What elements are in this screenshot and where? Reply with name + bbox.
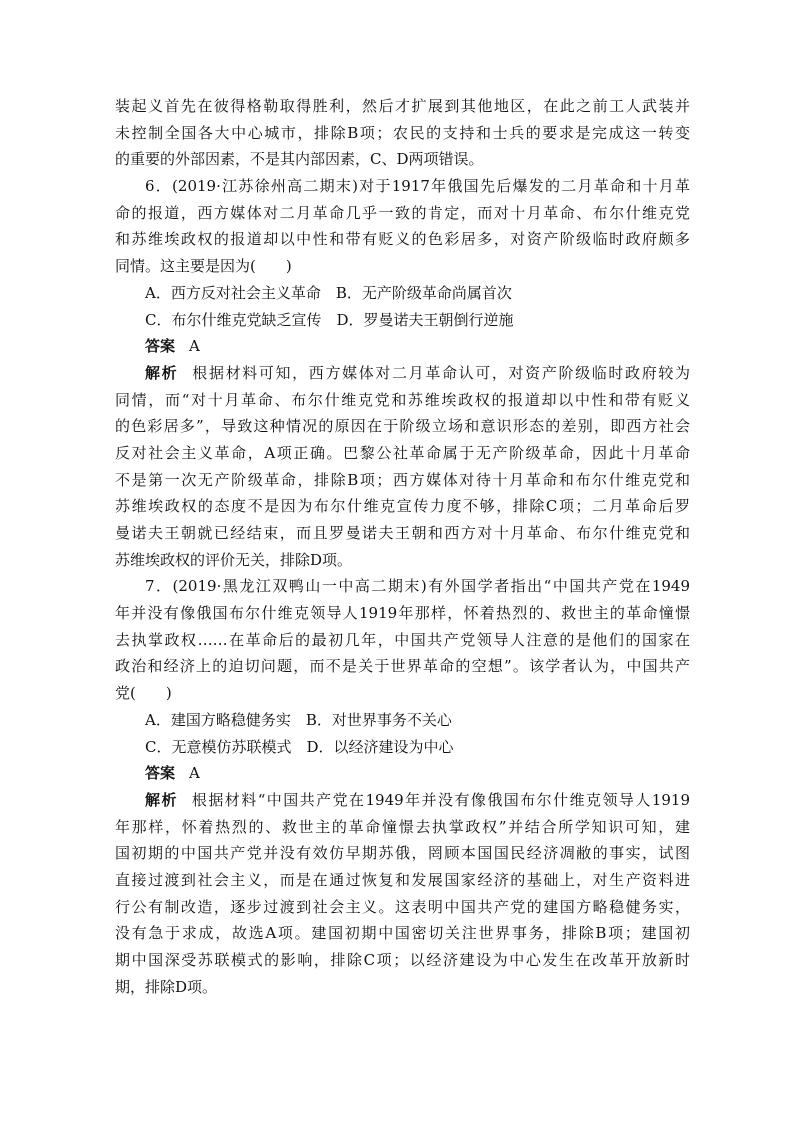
q7-analysis-line: 没有急于求成，故选A项。建国初期中国密切关注世界事务，排除B项；建国初 bbox=[115, 924, 690, 943]
prev-analysis-line: 的重要的外部因素，不是其内部因素，C、D两项错误。 bbox=[115, 150, 484, 169]
q7-option-line: A．建国方略稳健务实 B．对世界事务不关心 bbox=[145, 710, 452, 729]
q7-stem-line: 政治和经济上的迫切问题，而不是关于世界革命的空想”。该学者认为，中国共产 bbox=[115, 657, 690, 676]
q6-analysis-line: 反对社会主义革命，A项正确。巴黎公社革命属于无产阶级革命，因此十月革命 bbox=[115, 443, 690, 462]
answer-value: A bbox=[189, 337, 200, 356]
answer-label: 答案 bbox=[145, 764, 176, 783]
q6-analysis-line: 的色彩居多”，导致这种情况的原因在于阶级立场和意识形态的差别，即西方社会 bbox=[115, 417, 690, 436]
q6-analysis-line: 苏维埃政权的态度不是因为布尔什维克宣传力度不够，排除C项；二月革命后罗 bbox=[115, 497, 690, 516]
q6-analysis-line: 同情，而“对十月革命、布尔什维克党和苏维埃政权的报道却以中性和带有贬义 bbox=[115, 390, 690, 409]
q7-stem-line: 党( ) bbox=[115, 684, 172, 703]
answer-value: A bbox=[189, 764, 200, 783]
q7-analysis-line: 直接过渡到社会主义，而是在通过恢复和发展国家经济的基础上，对生产资料进 bbox=[115, 870, 690, 889]
q6-analysis-line: 苏维埃政权的评价无关，排除D项。 bbox=[115, 550, 353, 569]
q6-option-line: A．西方反对社会主义革命 B．无产阶级革命尚属首次 bbox=[145, 283, 512, 302]
q6-analysis-line bbox=[115, 360, 690, 387]
q6-stem-line: 同情。这主要是因为( ) bbox=[115, 257, 292, 276]
q6-analysis-line: 曼诺夫王朝就已经结束，而且罗曼诺夫王朝和西方对十月革命、布尔什维克党和 bbox=[115, 524, 690, 542]
q6-analysis-line: 不是第一次无产阶级革命，排除B项；西方媒体对待十月革命和布尔什维克党和 bbox=[115, 470, 690, 489]
q6-stem-line: 6．(2019·江苏徐州高二期末)对于1917年俄国先后爆发的二月革命和十月革 bbox=[145, 177, 690, 196]
q7-analysis-line: 期，排除D项。 bbox=[115, 977, 218, 996]
answer-label: 答案 bbox=[145, 337, 176, 356]
q7-analysis-line: 期中国深受苏联模式的影响，排除C项；以经济建设为中心发生在改革开放新时 bbox=[115, 951, 690, 969]
analysis-text: 根据材料可知，西方媒体对二月革命认可，对资产阶级临时政府较为 bbox=[192, 363, 690, 382]
q7-analysis-line: 国初期的中国共产党并没有效仿早期苏俄，罔顾本国国民经济凋敝的事实，试图 bbox=[115, 844, 690, 863]
prev-analysis-line: 装起义首先在彼得格勒取得胜利，然后才扩展到其他地区，在此之前工人武装并 bbox=[115, 97, 690, 115]
q7-analysis-line: 年那样，怀着热烈的、救世主的革命憧憬去执掌政权”并结合所学知识可知，建 bbox=[115, 817, 690, 836]
q7-analysis-line bbox=[115, 787, 690, 814]
analysis-label: 解析 bbox=[145, 790, 178, 809]
analysis-label: 解析 bbox=[145, 363, 179, 382]
prev-analysis-line: 未控制全国各大中心城市，排除B项；农民的支持和士兵的要求是完成这一转变 bbox=[115, 123, 690, 142]
q7-answer bbox=[115, 760, 690, 787]
q7-stem-line: 去执掌政权……在革命后的最初几年，中国共产党领导人注意的是他们的国家在 bbox=[115, 630, 690, 649]
q6-option-line: C．布尔什维克党缺乏宣传 D．罗曼诺夫王朝倒行逆施 bbox=[145, 310, 514, 329]
q6-stem-line: 和苏维埃政权的报道却以中性和带有贬义的色彩居多，对资产阶级临时政府颇多 bbox=[115, 230, 690, 249]
q6-answer bbox=[115, 333, 690, 360]
q7-analysis-line: 行公有制改造，逐步过渡到社会主义。这表明中国共产党的建国方略稳健务实， bbox=[115, 897, 690, 916]
q7-stem-line: 年并没有像俄国布尔什维克领导人1919年那样，怀着热烈的、救世主的革命憧憬 bbox=[115, 604, 690, 623]
q7-stem-line: 7．(2019·黑龙江双鸭山一中高二期末)有外国学者指出“中国共产党在1949 bbox=[145, 577, 690, 596]
analysis-text: 根据材料“中国共产党在1949年并没有像俄国布尔什维克领导人1919 bbox=[191, 790, 690, 809]
document-body bbox=[115, 93, 690, 1000]
q6-stem-line: 命的报道，西方媒体对二月革命几乎一致的肯定，而对十月革命、布尔什维克党 bbox=[115, 203, 690, 222]
q7-option-line: C．无意模仿苏联模式 D．以经济建设为中心 bbox=[145, 737, 454, 756]
